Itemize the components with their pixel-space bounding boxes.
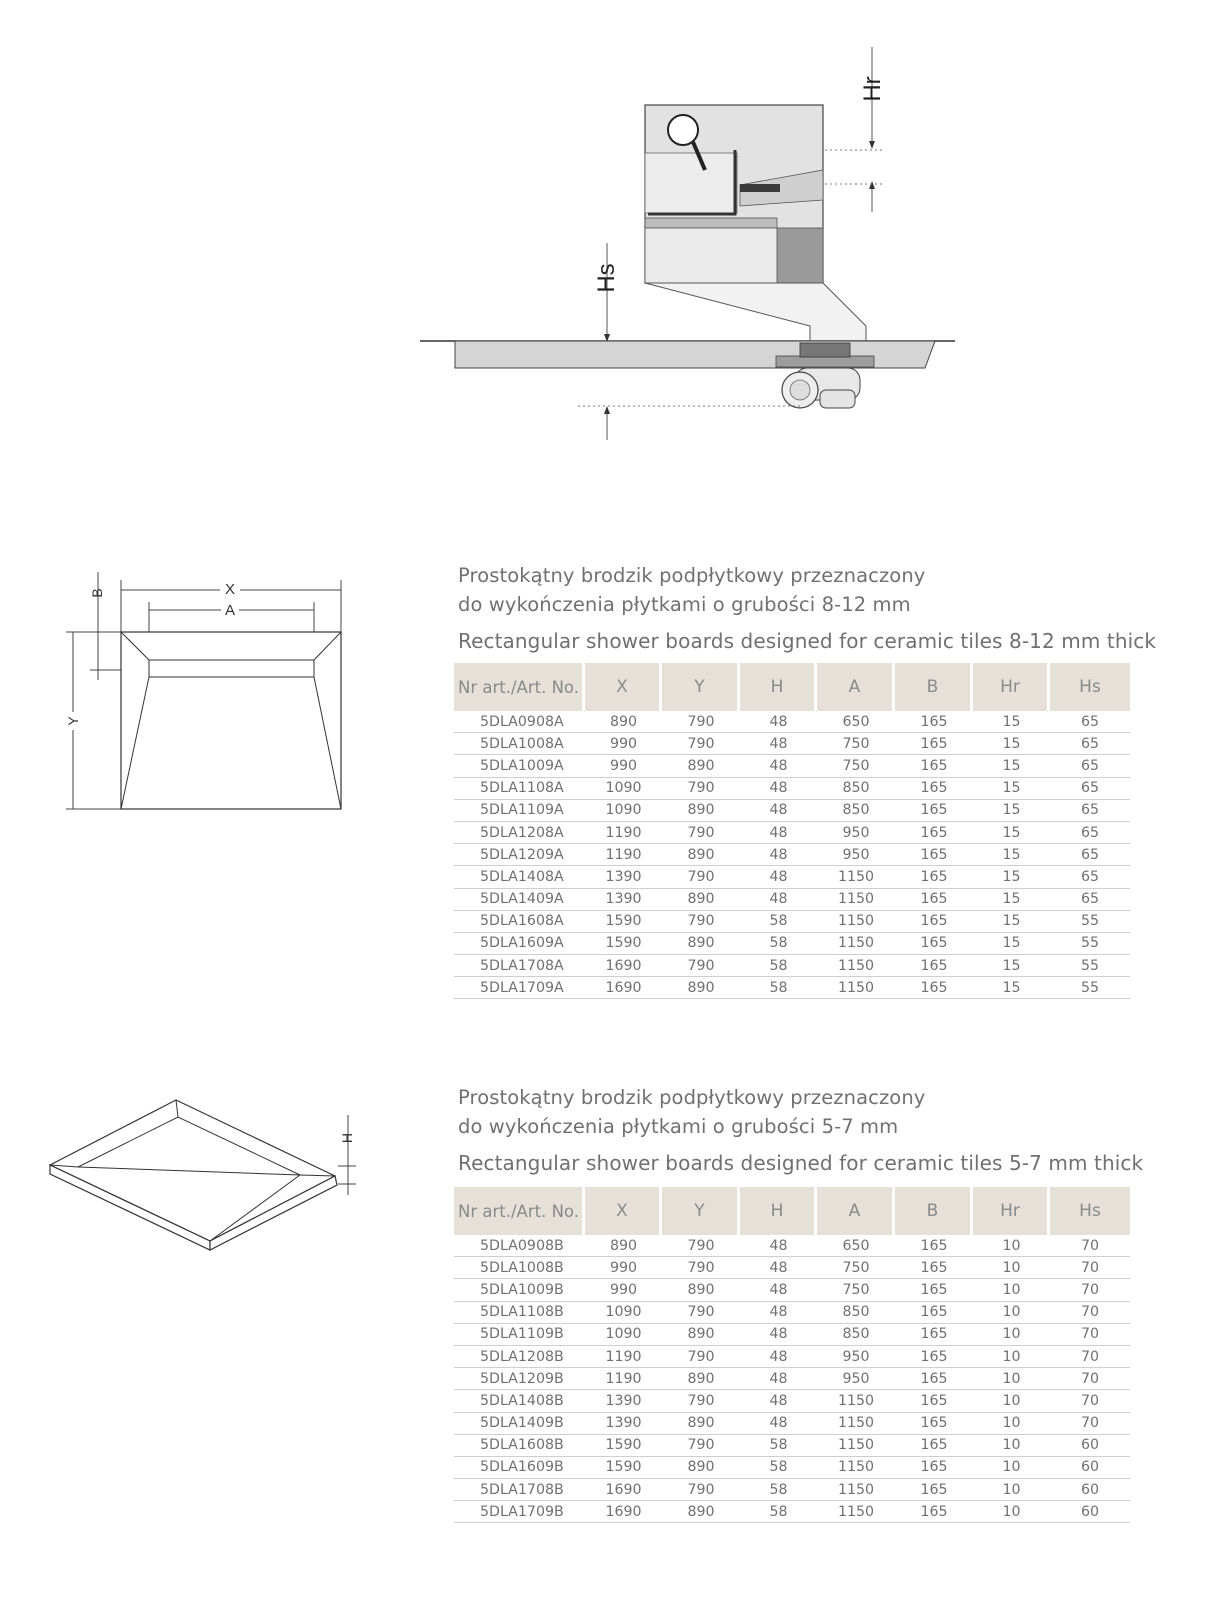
cell-a: 1150 bbox=[817, 889, 895, 911]
cell-art-no: 5DLA1109B bbox=[454, 1324, 585, 1346]
cell-art-no: 5DLA1208A bbox=[454, 822, 585, 844]
cell-x: 1090 bbox=[585, 1302, 662, 1324]
cell-art-no: 5DLA1409A bbox=[454, 889, 585, 911]
cell-y: 790 bbox=[662, 1479, 740, 1501]
cell-x: 1390 bbox=[585, 866, 662, 888]
table-row bbox=[454, 844, 1130, 866]
h-label: H bbox=[339, 1132, 355, 1144]
cell-hs: 65 bbox=[1050, 755, 1130, 777]
cell-x: 1590 bbox=[585, 933, 662, 955]
column-header-a: A bbox=[817, 663, 895, 711]
cell-art-no: 5DLA1008A bbox=[454, 733, 585, 755]
cell-x: 1090 bbox=[585, 800, 662, 822]
cell-art-no: 5DLA1609B bbox=[454, 1457, 585, 1479]
cell-h: 58 bbox=[740, 911, 817, 933]
column-header-x: X bbox=[585, 663, 662, 711]
cell-b: 165 bbox=[895, 778, 973, 800]
table-row bbox=[454, 1390, 1130, 1412]
cell-x: 890 bbox=[585, 1235, 662, 1257]
cell-hr: 15 bbox=[973, 800, 1050, 822]
table-row bbox=[454, 1346, 1130, 1368]
cell-a: 750 bbox=[817, 1279, 895, 1301]
column-header-h: H bbox=[740, 663, 817, 711]
cell-h: 48 bbox=[740, 800, 817, 822]
cell-y: 790 bbox=[662, 1302, 740, 1324]
section-a-title-en: Rectangular shower boards designed for ceramic tiles 8-12 mm thick bbox=[458, 629, 1157, 653]
table-row bbox=[454, 755, 1130, 777]
cell-hs: 60 bbox=[1050, 1435, 1130, 1457]
cell-hr: 10 bbox=[973, 1235, 1050, 1257]
cell-y: 790 bbox=[662, 1235, 740, 1257]
cell-x: 990 bbox=[585, 755, 662, 777]
cell-b: 165 bbox=[895, 1302, 973, 1324]
cell-h: 48 bbox=[740, 1346, 817, 1368]
cell-art-no: 5DLA1409B bbox=[454, 1413, 585, 1435]
cell-a: 850 bbox=[817, 800, 895, 822]
cell-b: 165 bbox=[895, 1413, 973, 1435]
column-header-y: Y bbox=[662, 1187, 740, 1235]
hs-label: Hs bbox=[593, 263, 620, 293]
cell-h: 48 bbox=[740, 755, 817, 777]
cell-h: 48 bbox=[740, 889, 817, 911]
b-label: B bbox=[89, 588, 105, 598]
cell-hr: 15 bbox=[973, 711, 1050, 733]
cell-b: 165 bbox=[895, 1501, 973, 1523]
cell-hr: 15 bbox=[973, 755, 1050, 777]
table-row bbox=[454, 1501, 1130, 1523]
column-header-hr: Hr bbox=[973, 663, 1050, 711]
table-row bbox=[454, 733, 1130, 755]
plan-view-diagram bbox=[50, 560, 370, 830]
cell-y: 890 bbox=[662, 1279, 740, 1301]
cell-x: 1690 bbox=[585, 1501, 662, 1523]
cell-hr: 15 bbox=[973, 955, 1050, 977]
cell-b: 165 bbox=[895, 933, 973, 955]
cell-hs: 70 bbox=[1050, 1346, 1130, 1368]
cell-art-no: 5DLA1208B bbox=[454, 1346, 585, 1368]
cell-a: 1150 bbox=[817, 1413, 895, 1435]
cell-hs: 65 bbox=[1050, 889, 1130, 911]
cell-x: 1090 bbox=[585, 778, 662, 800]
cell-hr: 15 bbox=[973, 778, 1050, 800]
cell-hs: 65 bbox=[1050, 822, 1130, 844]
cell-x: 1690 bbox=[585, 977, 662, 999]
table-row bbox=[454, 1368, 1130, 1390]
table-row bbox=[454, 911, 1130, 933]
cell-x: 990 bbox=[585, 733, 662, 755]
cell-hr: 15 bbox=[973, 733, 1050, 755]
table-header-row bbox=[454, 663, 1130, 711]
cell-hr: 10 bbox=[973, 1390, 1050, 1412]
cell-hs: 65 bbox=[1050, 733, 1130, 755]
table-row bbox=[454, 778, 1130, 800]
cell-hr: 15 bbox=[973, 933, 1050, 955]
cell-x: 1390 bbox=[585, 889, 662, 911]
cell-a: 1150 bbox=[817, 977, 895, 999]
cell-a: 1150 bbox=[817, 933, 895, 955]
cell-x: 1090 bbox=[585, 1324, 662, 1346]
cell-a: 650 bbox=[817, 711, 895, 733]
table-row bbox=[454, 1413, 1130, 1435]
cell-a: 750 bbox=[817, 1257, 895, 1279]
cell-h: 48 bbox=[740, 711, 817, 733]
cell-hr: 10 bbox=[973, 1413, 1050, 1435]
cell-a: 950 bbox=[817, 822, 895, 844]
cell-b: 165 bbox=[895, 1457, 973, 1479]
cell-art-no: 5DLA0908A bbox=[454, 711, 585, 733]
cell-art-no: 5DLA1209A bbox=[454, 844, 585, 866]
cell-hs: 55 bbox=[1050, 977, 1130, 999]
isometric-diagram bbox=[40, 1090, 370, 1260]
cell-y: 790 bbox=[662, 733, 740, 755]
cell-h: 48 bbox=[740, 866, 817, 888]
cell-x: 990 bbox=[585, 1257, 662, 1279]
table-row bbox=[454, 955, 1130, 977]
column-header-art-no: Nr art./Art. No. bbox=[454, 663, 585, 711]
cell-x: 890 bbox=[585, 711, 662, 733]
cell-a: 750 bbox=[817, 733, 895, 755]
cell-hr: 15 bbox=[973, 911, 1050, 933]
cell-h: 48 bbox=[740, 778, 817, 800]
cell-b: 165 bbox=[895, 1368, 973, 1390]
cell-h: 48 bbox=[740, 1368, 817, 1390]
cell-b: 165 bbox=[895, 955, 973, 977]
cell-y: 890 bbox=[662, 800, 740, 822]
cell-b: 165 bbox=[895, 1435, 973, 1457]
cell-y: 890 bbox=[662, 755, 740, 777]
cell-b: 165 bbox=[895, 844, 973, 866]
section-a-title-pl-2: do wykończenia płytkami o grubości 8-12 mm bbox=[458, 593, 911, 616]
cell-hr: 10 bbox=[973, 1302, 1050, 1324]
section-b-spec-table bbox=[454, 1187, 1130, 1523]
cell-hr: 10 bbox=[973, 1479, 1050, 1501]
cell-art-no: 5DLA1209B bbox=[454, 1368, 585, 1390]
cell-hs: 65 bbox=[1050, 711, 1130, 733]
cell-b: 165 bbox=[895, 1346, 973, 1368]
column-header-hs: Hs bbox=[1050, 663, 1130, 711]
cell-y: 790 bbox=[662, 866, 740, 888]
cell-h: 48 bbox=[740, 1279, 817, 1301]
cell-hs: 60 bbox=[1050, 1457, 1130, 1479]
cell-x: 1390 bbox=[585, 1390, 662, 1412]
cell-art-no: 5DLA1009A bbox=[454, 755, 585, 777]
cell-art-no: 5DLA1008B bbox=[454, 1257, 585, 1279]
cell-a: 1150 bbox=[817, 911, 895, 933]
cell-y: 890 bbox=[662, 844, 740, 866]
cell-x: 1190 bbox=[585, 822, 662, 844]
cell-hs: 70 bbox=[1050, 1413, 1130, 1435]
cell-y: 890 bbox=[662, 1368, 740, 1390]
table-row bbox=[454, 1457, 1130, 1479]
cell-b: 165 bbox=[895, 733, 973, 755]
column-header-b: B bbox=[895, 1187, 973, 1235]
cell-h: 48 bbox=[740, 1324, 817, 1346]
cell-art-no: 5DLA1108A bbox=[454, 778, 585, 800]
cell-b: 165 bbox=[895, 711, 973, 733]
cell-art-no: 5DLA1609A bbox=[454, 933, 585, 955]
section-b-title-en: Rectangular shower boards designed for ceramic tiles 5-7 mm thick bbox=[458, 1151, 1144, 1175]
cell-art-no: 5DLA1608B bbox=[454, 1435, 585, 1457]
cell-hr: 10 bbox=[973, 1279, 1050, 1301]
cell-art-no: 5DLA1009B bbox=[454, 1279, 585, 1301]
cell-y: 790 bbox=[662, 1346, 740, 1368]
cell-hr: 10 bbox=[973, 1501, 1050, 1523]
cell-y: 890 bbox=[662, 977, 740, 999]
table-header-row bbox=[454, 1187, 1130, 1235]
table-row bbox=[454, 866, 1130, 888]
column-header-art-no: Nr art./Art. No. bbox=[454, 1187, 585, 1235]
cell-hr: 15 bbox=[973, 889, 1050, 911]
cell-a: 1150 bbox=[817, 866, 895, 888]
cell-hr: 15 bbox=[973, 866, 1050, 888]
cell-x: 1190 bbox=[585, 1346, 662, 1368]
cell-y: 790 bbox=[662, 1257, 740, 1279]
cell-a: 950 bbox=[817, 844, 895, 866]
cell-h: 48 bbox=[740, 1390, 817, 1412]
cell-a: 750 bbox=[817, 755, 895, 777]
table-row bbox=[454, 822, 1130, 844]
cell-y: 790 bbox=[662, 822, 740, 844]
cell-hs: 70 bbox=[1050, 1390, 1130, 1412]
cell-h: 58 bbox=[740, 955, 817, 977]
table-row bbox=[454, 1279, 1130, 1301]
table-row bbox=[454, 1235, 1130, 1257]
cell-h: 48 bbox=[740, 1235, 817, 1257]
cell-a: 1150 bbox=[817, 1457, 895, 1479]
cell-b: 165 bbox=[895, 866, 973, 888]
cell-h: 48 bbox=[740, 733, 817, 755]
cell-h: 58 bbox=[740, 1435, 817, 1457]
cell-hr: 15 bbox=[973, 822, 1050, 844]
section-a-spec-table bbox=[454, 663, 1130, 999]
drain-section-diagram bbox=[0, 0, 1205, 480]
section-b-title-pl-2: do wykończenia płytkami o grubości 5-7 mm bbox=[458, 1115, 899, 1138]
cell-y: 890 bbox=[662, 1457, 740, 1479]
cell-art-no: 5DLA1408A bbox=[454, 866, 585, 888]
cell-y: 890 bbox=[662, 1413, 740, 1435]
cell-h: 48 bbox=[740, 1257, 817, 1279]
cell-hs: 60 bbox=[1050, 1479, 1130, 1501]
y-label: Y bbox=[65, 716, 81, 726]
cell-a: 950 bbox=[817, 1346, 895, 1368]
cell-hs: 70 bbox=[1050, 1368, 1130, 1390]
cell-h: 58 bbox=[740, 977, 817, 999]
cell-hr: 10 bbox=[973, 1324, 1050, 1346]
cell-b: 165 bbox=[895, 800, 973, 822]
cell-art-no: 5DLA1108B bbox=[454, 1302, 585, 1324]
table-row bbox=[454, 1479, 1130, 1501]
cell-hs: 70 bbox=[1050, 1279, 1130, 1301]
cell-hs: 70 bbox=[1050, 1324, 1130, 1346]
cell-a: 1150 bbox=[817, 1479, 895, 1501]
cell-x: 1690 bbox=[585, 1479, 662, 1501]
cell-art-no: 5DLA1708A bbox=[454, 955, 585, 977]
drain-trap bbox=[782, 368, 860, 408]
cell-y: 790 bbox=[662, 711, 740, 733]
section-a-title-pl-1: Prostokątny brodzik podpłytkowy przeznaczony bbox=[458, 564, 926, 587]
column-header-b: B bbox=[895, 663, 973, 711]
cell-a: 650 bbox=[817, 1235, 895, 1257]
column-header-h: H bbox=[740, 1187, 817, 1235]
cell-a: 1150 bbox=[817, 1501, 895, 1523]
cell-hs: 60 bbox=[1050, 1501, 1130, 1523]
cell-y: 890 bbox=[662, 933, 740, 955]
cell-y: 790 bbox=[662, 911, 740, 933]
hr-label: Hr bbox=[859, 76, 886, 102]
cell-hr: 10 bbox=[973, 1346, 1050, 1368]
table-row bbox=[454, 1324, 1130, 1346]
cell-hs: 65 bbox=[1050, 844, 1130, 866]
cell-y: 790 bbox=[662, 778, 740, 800]
cell-b: 165 bbox=[895, 1235, 973, 1257]
column-header-hs: Hs bbox=[1050, 1187, 1130, 1235]
cell-art-no: 5DLA1408B bbox=[454, 1390, 585, 1412]
cell-hs: 55 bbox=[1050, 955, 1130, 977]
column-header-x: X bbox=[585, 1187, 662, 1235]
cell-a: 1150 bbox=[817, 1390, 895, 1412]
table-row bbox=[454, 1435, 1130, 1457]
cell-b: 165 bbox=[895, 822, 973, 844]
cell-hs: 55 bbox=[1050, 911, 1130, 933]
cell-b: 165 bbox=[895, 1390, 973, 1412]
column-header-hr: Hr bbox=[973, 1187, 1050, 1235]
cell-y: 890 bbox=[662, 1501, 740, 1523]
cell-y: 790 bbox=[662, 955, 740, 977]
cell-x: 1590 bbox=[585, 1457, 662, 1479]
cell-a: 950 bbox=[817, 1368, 895, 1390]
cell-x: 1190 bbox=[585, 844, 662, 866]
cell-a: 850 bbox=[817, 778, 895, 800]
cell-hs: 55 bbox=[1050, 933, 1130, 955]
cell-h: 48 bbox=[740, 822, 817, 844]
cell-hr: 10 bbox=[973, 1368, 1050, 1390]
cell-art-no: 5DLA1608A bbox=[454, 911, 585, 933]
table-row bbox=[454, 800, 1130, 822]
cell-y: 790 bbox=[662, 1390, 740, 1412]
column-header-a: A bbox=[817, 1187, 895, 1235]
cell-hr: 15 bbox=[973, 844, 1050, 866]
cell-hs: 65 bbox=[1050, 800, 1130, 822]
cell-hs: 65 bbox=[1050, 866, 1130, 888]
table-row bbox=[454, 1302, 1130, 1324]
cell-hr: 15 bbox=[973, 977, 1050, 999]
tray-outline bbox=[121, 632, 341, 809]
table-row bbox=[454, 1257, 1130, 1279]
cell-b: 165 bbox=[895, 1257, 973, 1279]
cell-x: 1590 bbox=[585, 911, 662, 933]
cell-b: 165 bbox=[895, 1324, 973, 1346]
x-label: X bbox=[224, 581, 236, 598]
cell-hs: 65 bbox=[1050, 778, 1130, 800]
cell-x: 1690 bbox=[585, 955, 662, 977]
cell-art-no: 5DLA1709A bbox=[454, 977, 585, 999]
cell-b: 165 bbox=[895, 889, 973, 911]
cell-b: 165 bbox=[895, 755, 973, 777]
cell-art-no: 5DLA1708B bbox=[454, 1479, 585, 1501]
cell-h: 58 bbox=[740, 933, 817, 955]
table-row bbox=[454, 711, 1130, 733]
cell-art-no: 5DLA0908B bbox=[454, 1235, 585, 1257]
cell-h: 48 bbox=[740, 844, 817, 866]
cell-x: 1590 bbox=[585, 1435, 662, 1457]
cell-a: 850 bbox=[817, 1324, 895, 1346]
a-label: A bbox=[224, 602, 236, 619]
table-row bbox=[454, 977, 1130, 999]
cell-y: 790 bbox=[662, 1435, 740, 1457]
cell-hr: 10 bbox=[973, 1257, 1050, 1279]
cell-art-no: 5DLA1109A bbox=[454, 800, 585, 822]
cell-a: 1150 bbox=[817, 1435, 895, 1457]
cell-x: 1190 bbox=[585, 1368, 662, 1390]
table-row bbox=[454, 889, 1130, 911]
cell-hs: 70 bbox=[1050, 1257, 1130, 1279]
cell-art-no: 5DLA1709B bbox=[454, 1501, 585, 1523]
cell-b: 165 bbox=[895, 1479, 973, 1501]
cell-b: 165 bbox=[895, 977, 973, 999]
column-header-y: Y bbox=[662, 663, 740, 711]
cell-y: 890 bbox=[662, 889, 740, 911]
cell-x: 1390 bbox=[585, 1413, 662, 1435]
section-b-title-pl-1: Prostokątny brodzik podpłytkowy przeznaczony bbox=[458, 1086, 926, 1109]
cell-h: 58 bbox=[740, 1457, 817, 1479]
cell-h: 58 bbox=[740, 1479, 817, 1501]
cell-a: 1150 bbox=[817, 955, 895, 977]
cell-h: 48 bbox=[740, 1413, 817, 1435]
cell-x: 990 bbox=[585, 1279, 662, 1301]
cell-h: 58 bbox=[740, 1501, 817, 1523]
cell-b: 165 bbox=[895, 911, 973, 933]
cell-h: 48 bbox=[740, 1302, 817, 1324]
cell-hr: 10 bbox=[973, 1435, 1050, 1457]
cell-y: 890 bbox=[662, 1324, 740, 1346]
cell-hr: 10 bbox=[973, 1457, 1050, 1479]
cell-b: 165 bbox=[895, 1279, 973, 1301]
table-row bbox=[454, 933, 1130, 955]
cell-a: 850 bbox=[817, 1302, 895, 1324]
cell-hs: 70 bbox=[1050, 1235, 1130, 1257]
cell-hs: 70 bbox=[1050, 1302, 1130, 1324]
